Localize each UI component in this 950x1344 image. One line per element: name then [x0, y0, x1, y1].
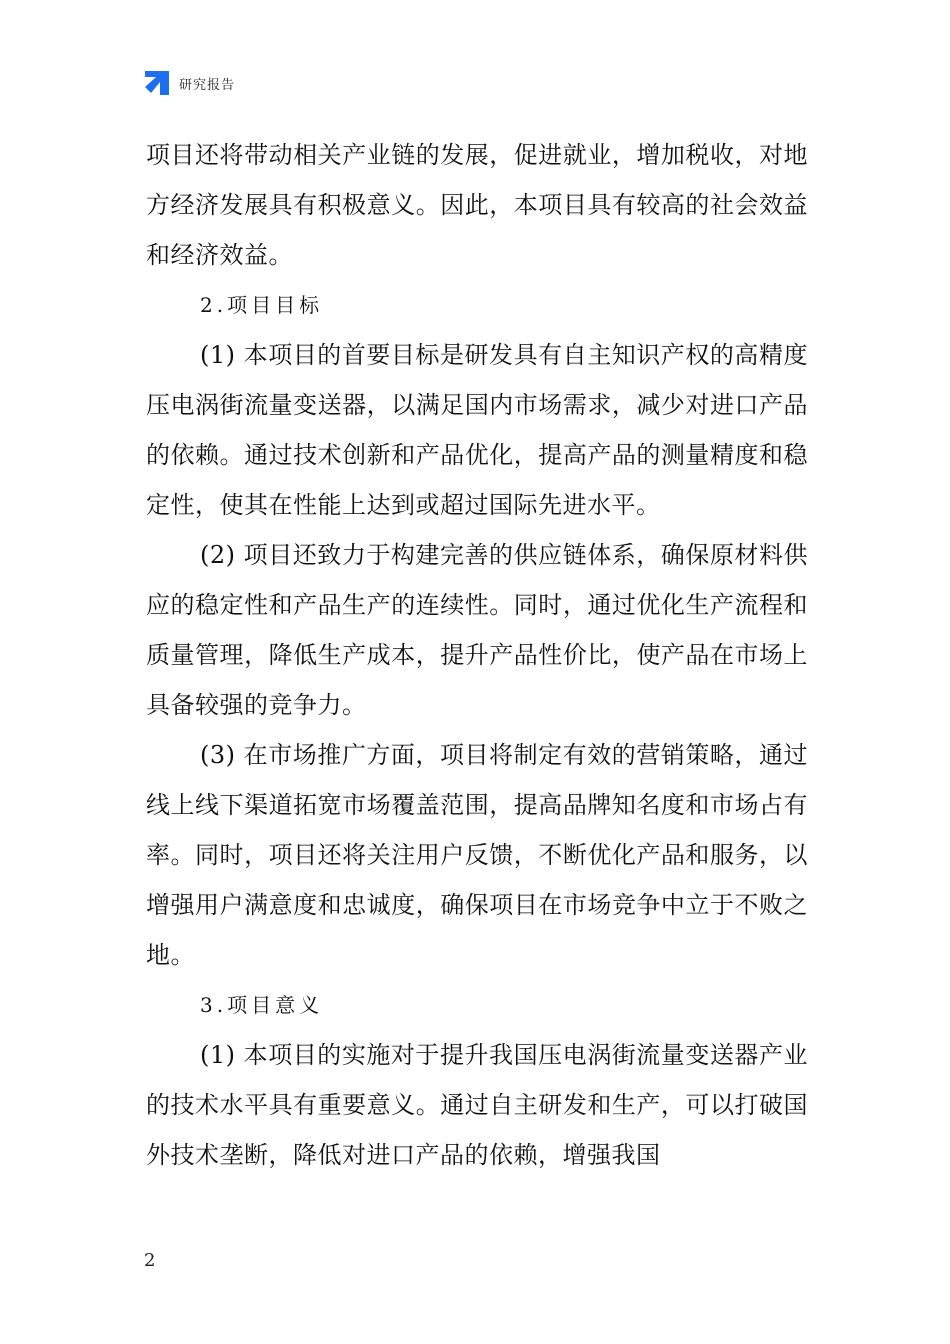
section-heading-project-significance: 3.项目意义	[200, 993, 324, 1017]
paragraph-goal-3: (3) 在市场推广方面，项目将制定有效的营销策略，通过线上线下渠道拓宽市场覆盖范围，提高品牌知名度和市场占有率。同时，项目还将关注用户反馈，不断优化产品和服务，以增强用户满意度和忠诚度，确保项目在市场竞争中立于不败之地。	[146, 741, 808, 969]
paragraph-goal-1: (1) 本项目的首要目标是研发具有自主知识产权的高精度压电涡街流量变送器，以满足国内市场需求，减少对进口产品的依赖。通过技术创新和产品优化，提高产品的测量精度和稳定性，使其在性能上达到或超过国际先进水平。	[146, 341, 808, 519]
section-heading-project-goals: 2.项目目标	[200, 293, 324, 317]
arrow-up-right-icon	[143, 69, 171, 97]
page-number: 2	[144, 1250, 156, 1271]
paragraph-continued: 项目还将带动相关产业链的发展，促进就业，增加税收，对地方经济发展具有积极意义。因此，本项目具有较高的社会效益和经济效益。	[146, 141, 808, 269]
paragraph-significance-1: (1) 本项目的实施对于提升我国压电涡街流量变送器产业的技术水平具有重要意义。通过自主研发和生产，可以打破国外技术垄断，降低对进口产品的依赖，增强我国	[146, 1041, 808, 1169]
page-header	[143, 68, 235, 98]
paragraph-goal-2: (2) 项目还致力于构建完善的供应链体系，确保原材料供应的稳定性和产品生产的连续性。同时，通过优化生产流程和质量管理，降低生产成本，提升产品性价比，使产品在市场上具备较强的竞争力。	[146, 541, 808, 719]
document-body	[146, 130, 808, 1180]
header-title: 研究报告	[179, 77, 236, 93]
